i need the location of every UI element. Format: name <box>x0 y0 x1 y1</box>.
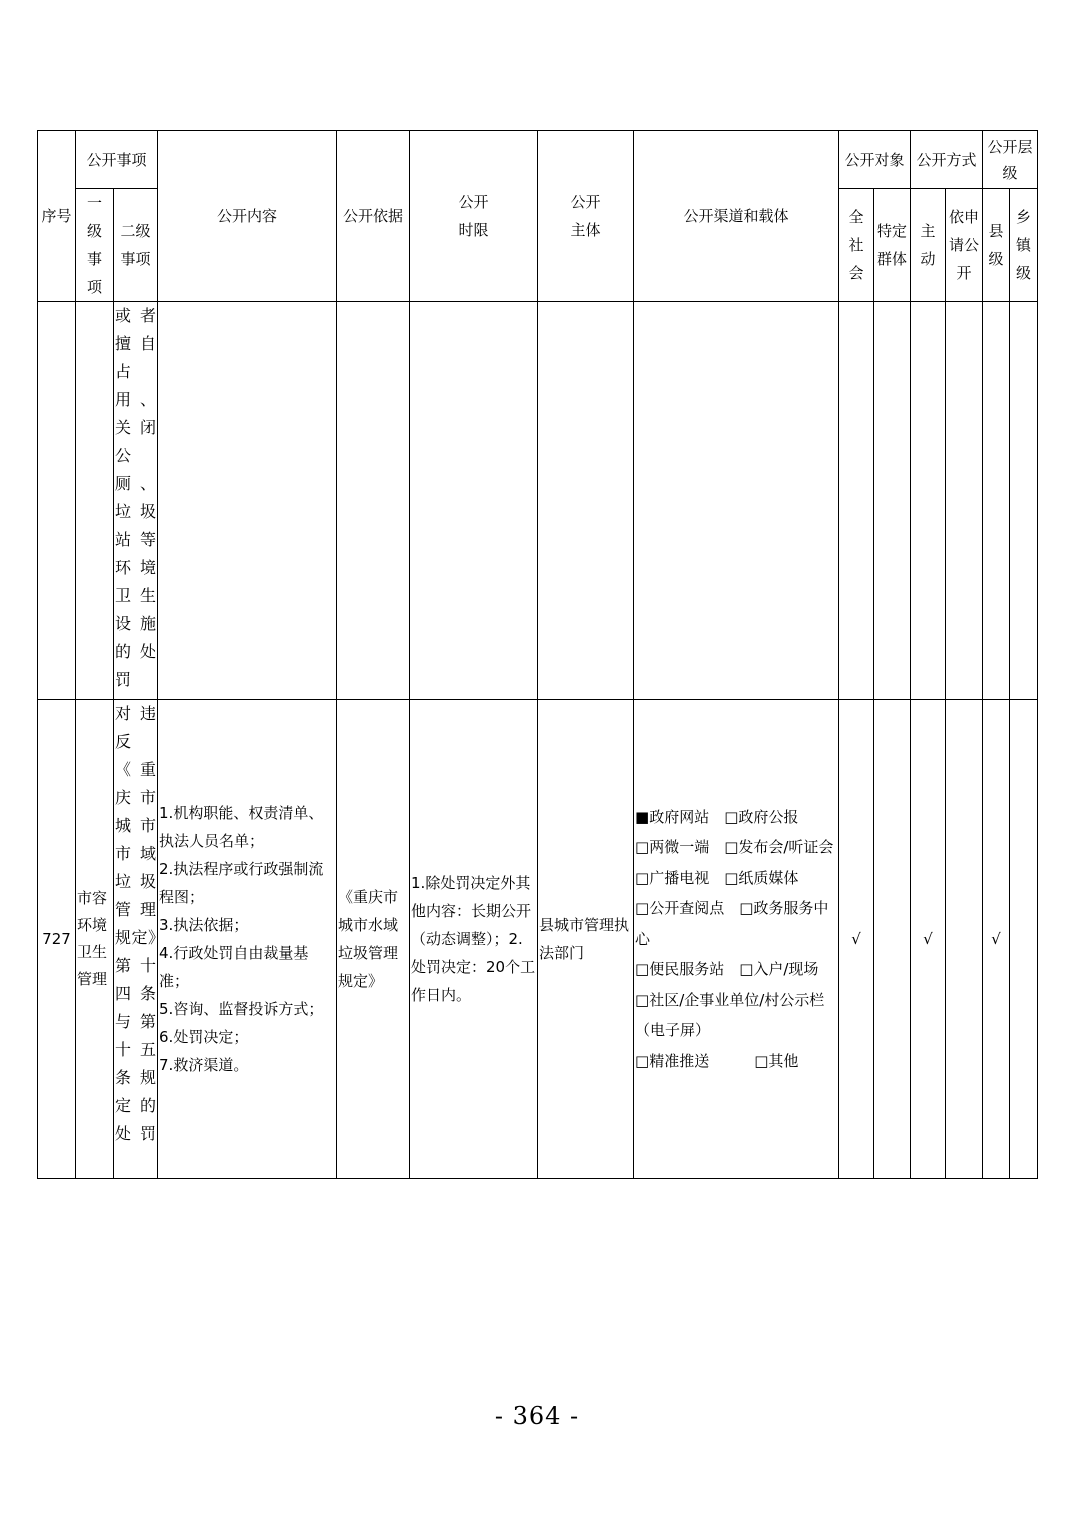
header-level-town: 乡镇级 <box>1010 189 1038 302</box>
row-level-county: √ <box>983 700 1010 1179</box>
content-line-item: 2.执法程序或行政强制流程图； <box>159 860 324 906</box>
table-row-727 <box>38 700 1038 1179</box>
row-target-all: √ <box>839 700 874 1179</box>
content-line-item: 4.行政处罚自由裁量基准； <box>159 944 309 990</box>
header-row-1 <box>38 131 1038 189</box>
cont-level1 <box>76 302 114 700</box>
cont-time <box>410 302 538 700</box>
header-subject: 公开主体 <box>538 131 634 302</box>
header-mode-group: 公开方式 <box>911 131 983 189</box>
header-content: 公开内容 <box>158 131 337 302</box>
row-level1: 市容环境卫生管理 <box>76 700 114 1179</box>
header-level-county: 县级 <box>983 189 1010 302</box>
content-line-item: 3.执法依据； <box>159 916 249 934</box>
row-channels <box>634 700 839 1179</box>
row-mode-request <box>946 700 983 1179</box>
channel-line-item: ■政府网站 □政府公报 <box>635 807 799 826</box>
header-basis: 公开依据 <box>337 131 410 302</box>
cont-target-all <box>839 302 874 700</box>
content-list <box>159 799 335 1079</box>
header-target-specific: 特定群体 <box>874 189 911 302</box>
row-seq: 727 <box>38 700 76 1179</box>
header-level2: 二级事项 <box>114 189 158 302</box>
channel-line-item: □广播电视 □纸质媒体 <box>635 868 799 887</box>
header-time-limit: 公开时限 <box>410 131 538 302</box>
channel-line-item: □便民服务站 □入户/现场 <box>635 960 819 979</box>
row-level-town <box>1010 700 1038 1179</box>
header-items-group: 公开事项 <box>76 131 158 189</box>
content-line-item: 7.救济渠道。 <box>159 1056 249 1074</box>
cont-mode-active <box>911 302 946 700</box>
row-content <box>158 700 337 1179</box>
cont-basis <box>337 302 410 700</box>
content-line-item: 1.机构职能、权责清单、执法人员名单； <box>159 804 324 850</box>
cont-content <box>158 302 337 700</box>
cont-level2: 或者擅自占用、关闭公厕、垃圾站等环境卫生设施的处罚 <box>114 302 158 700</box>
channel-line-item: □公开查阅点 □政务服务中心 <box>635 899 829 948</box>
header-level1: 一级事项 <box>76 189 114 302</box>
header-seq: 序号 <box>38 131 76 302</box>
cont-mode-request <box>946 302 983 700</box>
row-level2: 对违反《重庆市城市市域垃圾管理规定》第十四条与第十五条规定的处罚 <box>114 700 158 1179</box>
cont-subject <box>538 302 634 700</box>
row-mode-active: √ <box>911 700 946 1179</box>
disclosure-table <box>37 130 1038 1179</box>
cont-target-specific <box>874 302 911 700</box>
content-line-item: 6.处罚决定； <box>159 1028 249 1046</box>
row-subject: 县城市管理执法部门 <box>538 700 634 1179</box>
page-number: - 364 - <box>494 1402 580 1430</box>
content-line-item: 5.咨询、监督投诉方式； <box>159 1000 324 1018</box>
row-target-specific <box>874 700 911 1179</box>
row-basis: 《重庆市城市水域垃圾管理规定》 <box>337 700 410 1179</box>
row-time-limit: 1.除处罚决定外其他内容：长期公开（动态调整）；2.处罚决定：20个工作日内。 <box>410 700 538 1179</box>
channel-line-item: □两微一端 □发布会/听证会 <box>635 838 834 857</box>
cont-seq <box>38 302 76 700</box>
channel-line-item: □社区/企事业单位/村公示栏（电子屏） <box>635 990 825 1040</box>
header-mode-active: 主动 <box>911 189 946 302</box>
cont-level-town <box>1010 302 1038 700</box>
channel-list <box>635 802 837 1077</box>
table-row-continued <box>38 302 1038 700</box>
header-channels: 公开渠道和载体 <box>634 131 839 302</box>
cont-channels <box>634 302 839 700</box>
header-target-group: 公开对象 <box>839 131 911 189</box>
header-level-group: 公开层级 <box>983 131 1038 189</box>
header-mode-request: 依申请公开 <box>946 189 983 302</box>
header-target-all: 全社会 <box>839 189 874 302</box>
cont-level-county <box>983 302 1010 700</box>
channel-line-item: □精准推送 □其他 <box>635 1051 799 1070</box>
